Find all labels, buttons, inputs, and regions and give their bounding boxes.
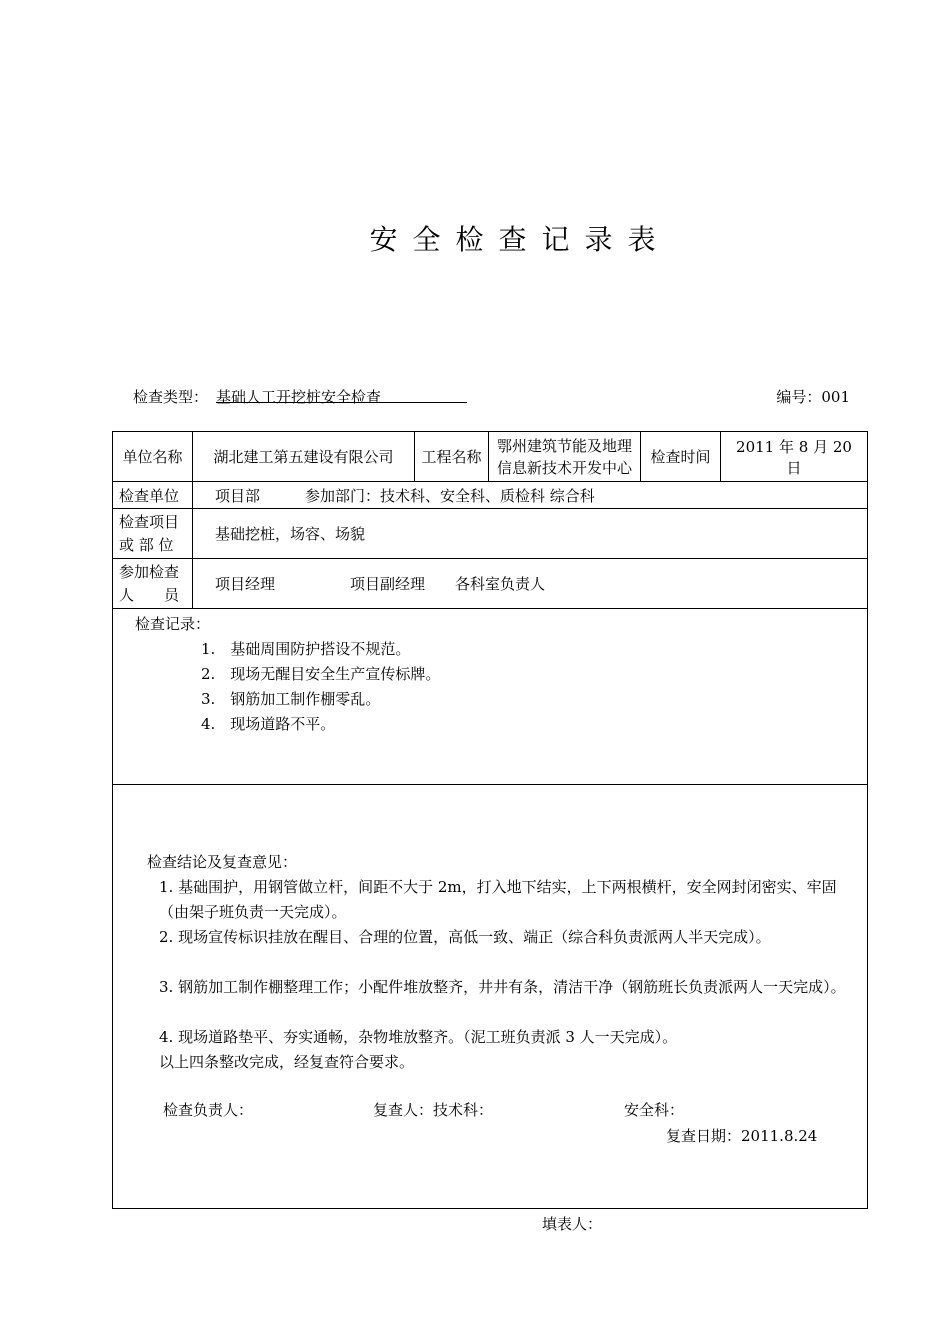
inspection-type-underline: [216, 402, 467, 403]
conclusion-summary: 以上四条整改完成，经复查符合要求。: [159, 1053, 415, 1071]
record-item: 2. 现场无醒目安全生产宣传标牌。: [201, 665, 441, 683]
record-item: 3. 钢筋加工制作棚零乱。: [201, 690, 381, 708]
project-name-value: [489, 432, 641, 482]
record-item: 4. 现场道路不平。: [201, 715, 336, 733]
inspection-table: [112, 431, 868, 1209]
page-title: 安全检查记录表: [369, 223, 671, 256]
conclusion-title: 检查结论及复查意见：: [147, 853, 298, 871]
inspection-record-title: 检查记录：: [135, 615, 211, 633]
project-name-line2: 信息新技术开发中心: [496, 458, 632, 477]
project-name-label: 工程名称: [415, 432, 489, 482]
participants-label-line1: 参加检查: [119, 562, 180, 581]
inspection-item-label-line1: 检查项目: [119, 512, 180, 531]
inspection-time-label: 检查时间: [641, 432, 721, 482]
conclusion-item: 4. 现场道路垫平、夯实通畅，杂物堆放整齐。（泥工班负责派 3 人一天完成）。: [159, 1028, 678, 1046]
inspecting-unit-value: 项目部 参加部门：技术科、安全科、质检科 综合科: [193, 482, 868, 509]
reviewer-signature-label: 复查人：技术科：: [373, 1101, 494, 1119]
inspector-signature-label: 检查负责人：: [163, 1101, 254, 1119]
participants-label: [113, 559, 193, 609]
participants-label-line2: 人 员: [119, 585, 180, 604]
inspection-type-value: 基础人工开挖桩安全检查: [216, 388, 382, 406]
inspection-item-label-line2: 或 部 位: [119, 535, 174, 554]
record-item: 1. 基础周围防护搭设不规范。: [201, 640, 411, 658]
inspecting-unit-label: 检查单位: [113, 482, 193, 509]
inspection-item-label: [113, 509, 193, 559]
unit-name-value: 湖北建工第五建设有限公司: [193, 432, 415, 482]
conclusion-item: 3. 钢筋加工制作棚整理工作；小配件堆放整齐，井井有条，清洁干净（钢筋班长负责派两人一天完成）。: [159, 978, 846, 996]
conclusion-cell: [113, 785, 868, 1209]
record-number: 编号：001: [776, 388, 850, 406]
inspection-type-label: 检查类型：: [133, 388, 209, 406]
safety-dept-signature-label: 安全科：: [624, 1101, 685, 1119]
review-date: 复查日期：2011.8.24: [666, 1127, 818, 1145]
inspection-record-cell: [113, 609, 868, 785]
inspection-time-value: 2011 年 8 月 20 日: [721, 432, 868, 482]
inspection-item-value: 基础挖桩，场容、场貌: [193, 509, 868, 559]
conclusion-item: 1. 基础围护，用钢管做立杆，间距不大于 2m，打入地下结实，上下两根横杆，安全网封闭密实、牢固（由架子班负责一天完成）。: [159, 878, 837, 921]
form-filler-label: 填表人：: [542, 1215, 603, 1233]
project-name-line1: 鄂州建筑节能及地理: [496, 436, 632, 455]
participants-value: 项目经理 项目副经理 各科室负责人: [193, 559, 868, 609]
unit-name-label: 单位名称: [113, 432, 193, 482]
conclusion-item: 2. 现场宣传标识挂放在醒目、合理的位置，高低一致、端正（综合科负责派两人半天完成）。: [159, 928, 771, 946]
